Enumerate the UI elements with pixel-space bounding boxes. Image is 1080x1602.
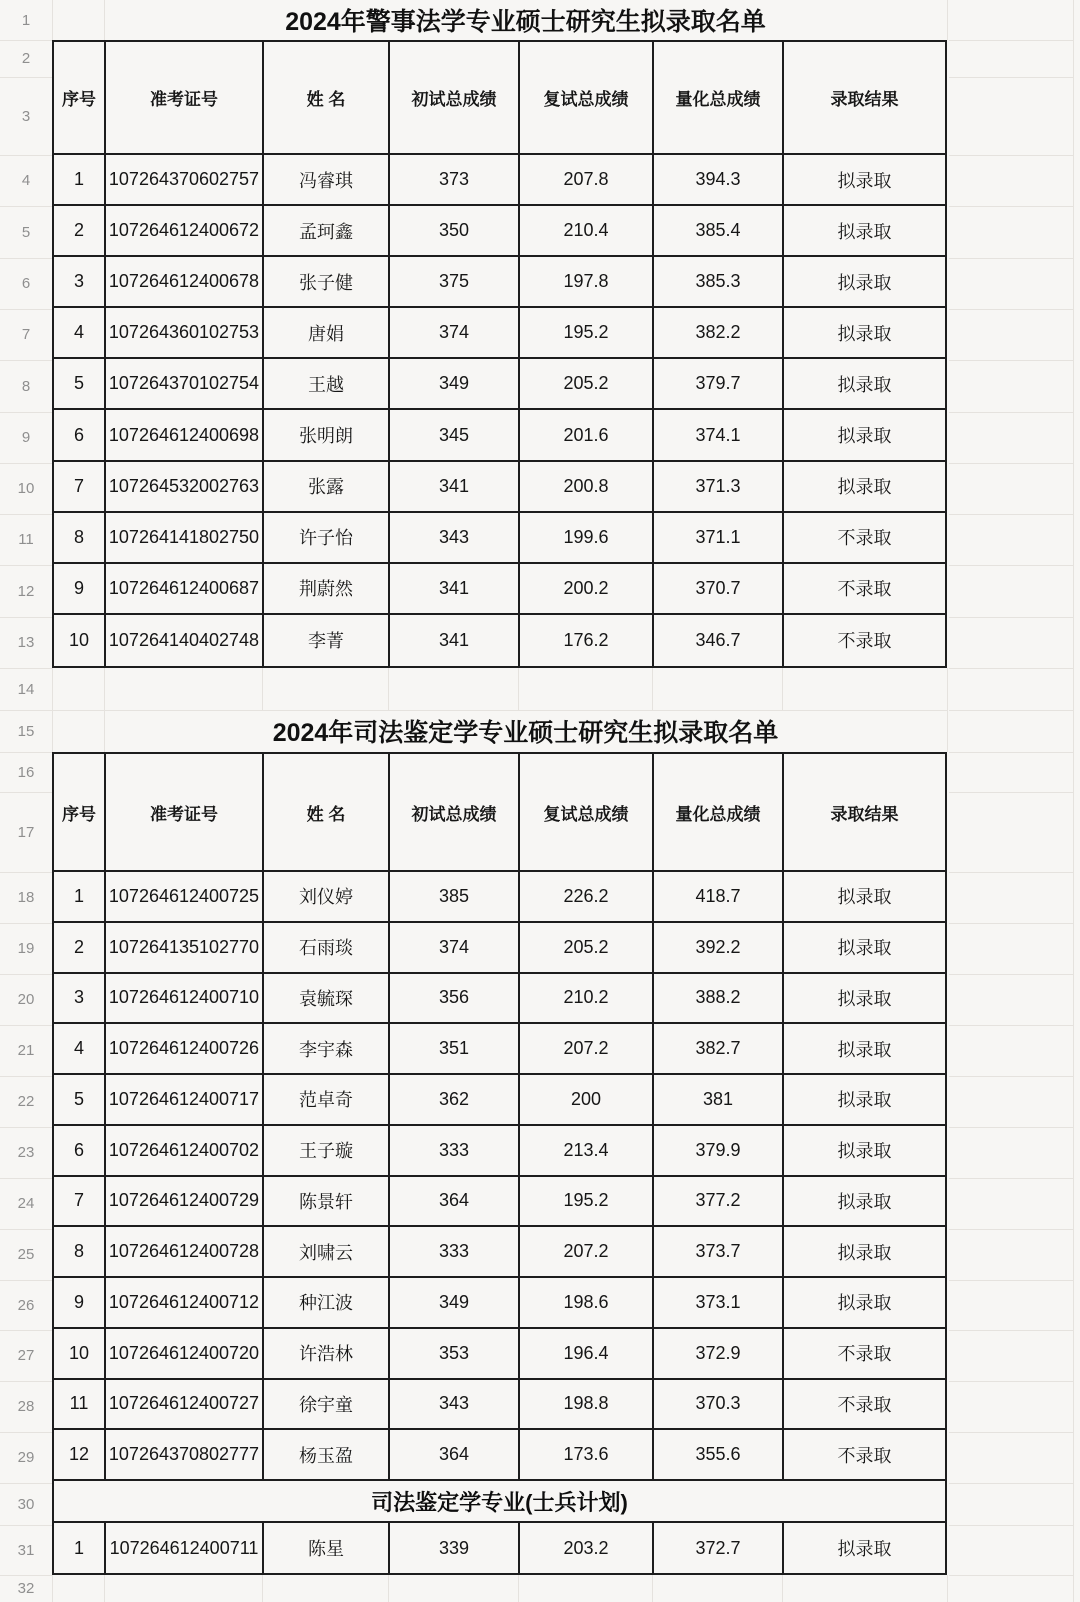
- cell[interactable]: 346.7: [654, 615, 784, 666]
- row-number[interactable]: 13: [17, 634, 35, 651]
- cell[interactable]: 392.2: [654, 923, 784, 972]
- row-number[interactable]: 29: [17, 1449, 35, 1466]
- cell[interactable]: 394.3: [654, 155, 784, 204]
- gridline-vertical: [518, 1575, 519, 1602]
- cell[interactable]: 不录取: [837, 579, 892, 600]
- row-number[interactable]: 23: [17, 1144, 35, 1161]
- cell[interactable]: 210.4: [520, 206, 654, 255]
- table-title[interactable]: 2024年司法鉴定学专业硕士研究生拟录取名单: [272, 719, 779, 747]
- cell[interactable]: 200.8: [520, 462, 654, 511]
- cell[interactable]: 8: [54, 1227, 106, 1276]
- table-row: [54, 615, 945, 666]
- cell[interactable]: 李宇森: [264, 1024, 390, 1073]
- cell[interactable]: 107264140402748: [106, 615, 264, 666]
- cell[interactable]: 10: [54, 1329, 106, 1378]
- cell[interactable]: 374.1: [654, 410, 784, 459]
- cell[interactable]: 12: [54, 1430, 106, 1479]
- cell[interactable]: 385.4: [654, 206, 784, 255]
- cell[interactable]: 9: [54, 564, 106, 613]
- row-number[interactable]: 17: [17, 823, 35, 841]
- gridline-vertical: [104, 1575, 105, 1602]
- cell[interactable]: 210.2: [520, 974, 654, 1023]
- cell[interactable]: 107264612400710: [106, 974, 264, 1023]
- cell[interactable]: 373: [390, 155, 520, 204]
- column-header[interactable]: 量化总成绩: [654, 754, 784, 870]
- cell[interactable]: 349: [390, 359, 520, 408]
- row-number[interactable]: 5: [21, 223, 31, 241]
- table-row: [54, 462, 945, 513]
- row-number[interactable]: 21: [17, 1042, 35, 1059]
- cell[interactable]: 388.2: [654, 974, 784, 1023]
- column-header[interactable]: 准考证号: [106, 754, 264, 870]
- column-header[interactable]: 准考证号: [106, 42, 264, 153]
- cell[interactable]: 371.1: [654, 513, 784, 562]
- subsection-title-row: [54, 1481, 945, 1523]
- cell[interactable]: 355.6: [654, 1430, 784, 1479]
- gridline-vertical: [947, 1575, 948, 1602]
- gridline-vertical: [782, 1575, 783, 1602]
- cell[interactable]: 375: [390, 257, 520, 306]
- subsection-title[interactable]: 司法鉴定学专业(士兵计划): [371, 1489, 628, 1515]
- row-number[interactable]: 10: [17, 480, 35, 497]
- gridline-vertical: [52, 668, 53, 752]
- table-row: [54, 359, 945, 410]
- cell[interactable]: 不录取: [837, 1344, 892, 1365]
- cell[interactable]: 373.1: [654, 1278, 784, 1327]
- cell[interactable]: 198.8: [520, 1380, 654, 1429]
- gridline-horizontal: [949, 1025, 1073, 1026]
- cell[interactable]: 5: [54, 359, 106, 408]
- gridline-horizontal: [949, 1381, 1073, 1382]
- column-header[interactable]: 量化总成绩: [654, 42, 784, 153]
- gridline-horizontal: [949, 752, 1073, 753]
- cell[interactable]: 拟录取: [837, 887, 892, 908]
- row-number[interactable]: 28: [17, 1398, 35, 1415]
- column-header[interactable]: 姓 名: [264, 754, 390, 870]
- column-header[interactable]: 姓 名: [264, 42, 390, 153]
- gridline-vertical: [262, 1575, 263, 1602]
- cell[interactable]: 351: [390, 1024, 520, 1073]
- cell[interactable]: 373.7: [654, 1227, 784, 1276]
- cell[interactable]: 107264612400725: [106, 872, 264, 921]
- cell[interactable]: 176.2: [520, 615, 654, 666]
- cell[interactable]: 226.2: [520, 872, 654, 921]
- column-header[interactable]: 初试总成绩: [390, 42, 520, 153]
- row-number[interactable]: 1: [21, 11, 31, 29]
- gridline-horizontal: [949, 206, 1073, 207]
- cell[interactable]: 199.6: [520, 513, 654, 562]
- cell[interactable]: 拟录取: [837, 1191, 892, 1212]
- cell[interactable]: 353: [390, 1329, 520, 1378]
- cell[interactable]: 371.3: [654, 462, 784, 511]
- cell[interactable]: 377.2: [654, 1177, 784, 1226]
- cell[interactable]: 107264612400720: [106, 1329, 264, 1378]
- gridline-horizontal: [949, 360, 1073, 361]
- cell[interactable]: 拟录取: [837, 272, 892, 293]
- cell[interactable]: 350: [390, 206, 520, 255]
- table-row: [54, 923, 945, 974]
- cell[interactable]: 107264370602757: [106, 155, 264, 204]
- cell[interactable]: 拟录取: [837, 1039, 892, 1060]
- cell[interactable]: 不录取: [837, 1445, 892, 1466]
- table-row: [54, 1329, 945, 1380]
- gridline-horizontal: [949, 923, 1073, 924]
- cell[interactable]: 374: [390, 308, 520, 357]
- cell[interactable]: 9: [54, 1278, 106, 1327]
- row-number[interactable]: 30: [17, 1495, 35, 1513]
- table-row: [54, 1227, 945, 1278]
- cell[interactable]: 107264612400678: [106, 257, 264, 306]
- cell[interactable]: 364: [390, 1177, 520, 1226]
- gridline-vertical: [782, 668, 783, 710]
- gridline-horizontal: [949, 1432, 1073, 1433]
- gridline-vertical: [1073, 0, 1074, 1602]
- cell[interactable]: 370.3: [654, 1380, 784, 1429]
- gridline-vertical: [947, 0, 948, 40]
- column-header[interactable]: 录取结果: [830, 90, 899, 109]
- cell[interactable]: 拟录取: [837, 1539, 892, 1559]
- cell[interactable]: 范卓奇: [264, 1075, 390, 1124]
- cell[interactable]: 许子怡: [264, 513, 390, 562]
- cell[interactable]: 2: [54, 206, 106, 255]
- cell[interactable]: 364: [390, 1430, 520, 1479]
- cell[interactable]: 339: [390, 1523, 520, 1573]
- cell[interactable]: 200.2: [520, 564, 654, 613]
- table-row: [54, 513, 945, 564]
- table-row: [54, 257, 945, 308]
- row-number[interactable]: 18: [17, 889, 35, 906]
- cell[interactable]: 107264612400672: [106, 206, 264, 255]
- gridline-horizontal: [949, 40, 1073, 41]
- cell[interactable]: 刘啸云: [264, 1227, 390, 1276]
- cell[interactable]: 345: [390, 410, 520, 459]
- row-number[interactable]: 6: [21, 275, 31, 292]
- cell[interactable]: 杨玉盈: [264, 1430, 390, 1479]
- gridline-horizontal: [949, 710, 1073, 711]
- gridline-horizontal: [949, 1178, 1073, 1179]
- cell[interactable]: 拟录取: [837, 988, 892, 1009]
- cell[interactable]: 1: [54, 872, 106, 921]
- cell[interactable]: 6: [54, 1126, 106, 1175]
- cell[interactable]: 陈星: [264, 1523, 390, 1573]
- cell[interactable]: 200: [520, 1075, 654, 1124]
- gridline-horizontal: [949, 617, 1073, 618]
- cell[interactable]: 拟录取: [837, 938, 892, 959]
- gridline-horizontal: [949, 1076, 1073, 1077]
- row-number[interactable]: 14: [17, 680, 35, 698]
- table-row: [54, 1380, 945, 1431]
- row-number[interactable]: 32: [17, 1580, 35, 1597]
- row-number[interactable]: 4: [21, 172, 31, 189]
- gridline-horizontal: [949, 872, 1073, 873]
- cell[interactable]: 107264612400702: [106, 1126, 264, 1175]
- admission-table: [52, 752, 947, 1575]
- cell[interactable]: 袁毓琛: [264, 974, 390, 1023]
- gridline-horizontal: [949, 1525, 1073, 1526]
- cell[interactable]: 356: [390, 974, 520, 1023]
- cell[interactable]: 拟录取: [837, 374, 892, 395]
- table-row: [54, 974, 945, 1025]
- cell[interactable]: 343: [390, 513, 520, 562]
- cell[interactable]: 197.8: [520, 257, 654, 306]
- gridline-horizontal: [949, 1127, 1073, 1128]
- gridline-horizontal: [949, 1229, 1073, 1230]
- table-row: [54, 1126, 945, 1177]
- table-row: [54, 1278, 945, 1329]
- cell[interactable]: 333: [390, 1227, 520, 1276]
- cell[interactable]: 107264612400712: [106, 1278, 264, 1327]
- cell[interactable]: 11: [54, 1380, 106, 1429]
- table-title[interactable]: 2024年警事法学专业硕士研究生拟录取名单: [285, 8, 766, 36]
- cell[interactable]: 385: [390, 872, 520, 921]
- cell[interactable]: 333: [390, 1126, 520, 1175]
- cell[interactable]: 195.2: [520, 308, 654, 357]
- cell[interactable]: 1: [54, 155, 106, 204]
- cell[interactable]: 107264612400729: [106, 1177, 264, 1226]
- cell[interactable]: 冯睿琪: [264, 155, 390, 204]
- row-number[interactable]: 26: [17, 1296, 35, 1314]
- row-number[interactable]: 25: [17, 1246, 35, 1263]
- gridline-vertical: [388, 1575, 389, 1602]
- cell[interactable]: 107264532002763: [106, 462, 264, 511]
- cell[interactable]: 385.3: [654, 257, 784, 306]
- cell[interactable]: 拟录取: [837, 477, 892, 498]
- header-row: [54, 42, 945, 155]
- row-number[interactable]: 27: [17, 1347, 35, 1364]
- table-row: [54, 1430, 945, 1481]
- gridline-horizontal: [949, 1483, 1073, 1484]
- cell[interactable]: 196.4: [520, 1329, 654, 1378]
- cell[interactable]: 张子健: [264, 257, 390, 306]
- cell[interactable]: 种江波: [264, 1278, 390, 1327]
- gridline-vertical: [52, 1575, 53, 1602]
- gridline-vertical: [652, 1575, 653, 1602]
- row-number[interactable]: 31: [17, 1541, 35, 1559]
- cell[interactable]: 195.2: [520, 1177, 654, 1226]
- header-row: [54, 754, 945, 872]
- cell[interactable]: 107264370802777: [106, 1430, 264, 1479]
- cell[interactable]: 107264612400698: [106, 410, 264, 459]
- cell[interactable]: 王越: [264, 359, 390, 408]
- cell[interactable]: 341: [390, 462, 520, 511]
- cell[interactable]: 3: [54, 974, 106, 1023]
- cell[interactable]: 拟录取: [837, 1242, 892, 1263]
- cell[interactable]: 198.6: [520, 1278, 654, 1327]
- gridline-horizontal: [949, 668, 1073, 669]
- cell[interactable]: 107264360102753: [106, 308, 264, 357]
- cell[interactable]: 205.2: [520, 923, 654, 972]
- gridline-vertical: [652, 668, 653, 710]
- cell[interactable]: 107264370102754: [106, 359, 264, 408]
- cell[interactable]: 不录取: [837, 528, 892, 549]
- gridline-vertical: [52, 0, 53, 40]
- row-number[interactable]: 3: [21, 107, 31, 125]
- gridline-horizontal: [949, 463, 1073, 464]
- row-number[interactable]: 8: [21, 377, 31, 395]
- cell[interactable]: 3: [54, 257, 106, 306]
- cell[interactable]: 7: [54, 462, 106, 511]
- cell[interactable]: 不录取: [837, 1394, 892, 1415]
- cell[interactable]: 王子璇: [264, 1126, 390, 1175]
- gridline-vertical: [388, 668, 389, 710]
- cell[interactable]: 7: [54, 1177, 106, 1226]
- cell[interactable]: 107264135102770: [106, 923, 264, 972]
- cell[interactable]: 拟录取: [837, 426, 892, 447]
- cell[interactable]: 107264612400711: [106, 1523, 264, 1573]
- cell[interactable]: 拟录取: [837, 170, 892, 191]
- gridline-horizontal: [949, 974, 1073, 975]
- cell[interactable]: 唐娟: [264, 308, 390, 357]
- cell[interactable]: 349: [390, 1278, 520, 1327]
- cell[interactable]: 不录取: [837, 631, 892, 652]
- cell[interactable]: 343: [390, 1380, 520, 1429]
- cell[interactable]: 362: [390, 1075, 520, 1124]
- cell[interactable]: 1: [54, 1523, 106, 1573]
- table-row: [54, 1523, 945, 1573]
- row-number[interactable]: 22: [17, 1093, 35, 1110]
- gridline-horizontal: [949, 155, 1073, 156]
- cell[interactable]: 拟录取: [837, 323, 892, 344]
- cell[interactable]: 10: [54, 615, 106, 666]
- table-row: [54, 872, 945, 923]
- cell[interactable]: 2: [54, 923, 106, 972]
- admission-table: [52, 40, 947, 668]
- column-header[interactable]: 序号: [54, 42, 106, 153]
- cell[interactable]: 379.7: [654, 359, 784, 408]
- cell[interactable]: 107264612400717: [106, 1075, 264, 1124]
- cell[interactable]: 4: [54, 308, 106, 357]
- gridline-vertical: [518, 668, 519, 710]
- row-number[interactable]: 11: [18, 531, 34, 548]
- table-row: [54, 1075, 945, 1126]
- cell[interactable]: 许浩林: [264, 1329, 390, 1378]
- cell[interactable]: 107264612400687: [106, 564, 264, 613]
- cell[interactable]: 张明朗: [264, 410, 390, 459]
- cell[interactable]: 陈景轩: [264, 1177, 390, 1226]
- gridline-horizontal: [949, 565, 1073, 566]
- row-number[interactable]: 12: [17, 582, 35, 600]
- table-row: [54, 1024, 945, 1075]
- cell[interactable]: 107264612400727: [106, 1380, 264, 1429]
- row-number[interactable]: 9: [21, 429, 31, 446]
- table-row: [54, 1177, 945, 1228]
- cell[interactable]: 8: [54, 513, 106, 562]
- cell[interactable]: 379.9: [654, 1126, 784, 1175]
- row-number[interactable]: 16: [17, 763, 35, 781]
- cell[interactable]: 207.2: [520, 1024, 654, 1073]
- cell[interactable]: 382.7: [654, 1024, 784, 1073]
- cell[interactable]: 203.2: [520, 1523, 654, 1573]
- table-row: [54, 206, 945, 257]
- column-header[interactable]: 初试总成绩: [390, 754, 520, 870]
- row-number[interactable]: 7: [21, 326, 31, 343]
- row-number[interactable]: 20: [17, 991, 35, 1008]
- cell[interactable]: 372.9: [654, 1329, 784, 1378]
- gridline-horizontal: [949, 77, 1073, 78]
- cell[interactable]: 5: [54, 1075, 106, 1124]
- cell[interactable]: 4: [54, 1024, 106, 1073]
- gridline-horizontal: [949, 309, 1073, 310]
- cell[interactable]: 107264612400726: [106, 1024, 264, 1073]
- cell[interactable]: 拟录取: [837, 1293, 892, 1314]
- table-row: [54, 564, 945, 615]
- cell[interactable]: 372.7: [654, 1523, 784, 1573]
- cell[interactable]: 拟录取: [837, 221, 892, 242]
- cell[interactable]: 孟珂鑫: [264, 206, 390, 255]
- cell[interactable]: 徐宇童: [264, 1380, 390, 1429]
- cell[interactable]: 374: [390, 923, 520, 972]
- cell[interactable]: 107264612400728: [106, 1227, 264, 1276]
- cell[interactable]: 173.6: [520, 1430, 654, 1479]
- cell[interactable]: 拟录取: [837, 1090, 892, 1111]
- cell[interactable]: 205.2: [520, 359, 654, 408]
- gridline-horizontal: [949, 514, 1073, 515]
- gridline-horizontal: [949, 1575, 1073, 1576]
- row-number[interactable]: 24: [17, 1195, 35, 1212]
- cell[interactable]: 341: [390, 615, 520, 666]
- cell[interactable]: 107264141802750: [106, 513, 264, 562]
- cell[interactable]: 418.7: [654, 872, 784, 921]
- cell[interactable]: 张露: [264, 462, 390, 511]
- cell[interactable]: 370.7: [654, 564, 784, 613]
- cell[interactable]: 石雨琰: [264, 923, 390, 972]
- cell[interactable]: 拟录取: [837, 1141, 892, 1162]
- table-row: [54, 410, 945, 461]
- row-number[interactable]: 19: [17, 940, 35, 957]
- row-number[interactable]: 15: [17, 722, 35, 740]
- cell[interactable]: 刘仪婷: [264, 872, 390, 921]
- column-header[interactable]: 复试总成绩: [520, 754, 654, 870]
- column-header[interactable]: 复试总成绩: [520, 42, 654, 153]
- column-header[interactable]: 序号: [54, 754, 106, 870]
- cell[interactable]: 341: [390, 564, 520, 613]
- cell[interactable]: 201.6: [520, 410, 654, 459]
- cell[interactable]: 207.2: [520, 1227, 654, 1276]
- table-row: [54, 155, 945, 206]
- cell[interactable]: 李菁: [264, 615, 390, 666]
- row-number[interactable]: 2: [21, 50, 31, 67]
- gridline-vertical: [262, 668, 263, 710]
- column-header[interactable]: 录取结果: [830, 804, 899, 824]
- gridline-horizontal: [949, 792, 1073, 793]
- table-row: [54, 308, 945, 359]
- cell[interactable]: 381: [654, 1075, 784, 1124]
- cell[interactable]: 207.8: [520, 155, 654, 204]
- cell[interactable]: 6: [54, 410, 106, 459]
- gridline-horizontal: [949, 258, 1073, 259]
- gridline-horizontal: [949, 412, 1073, 413]
- gridline-horizontal: [949, 1280, 1073, 1281]
- cell[interactable]: 382.2: [654, 308, 784, 357]
- cell[interactable]: 213.4: [520, 1126, 654, 1175]
- cell[interactable]: 荆蔚然: [264, 564, 390, 613]
- gridline-vertical: [947, 668, 948, 752]
- gridline-horizontal: [949, 1330, 1073, 1331]
